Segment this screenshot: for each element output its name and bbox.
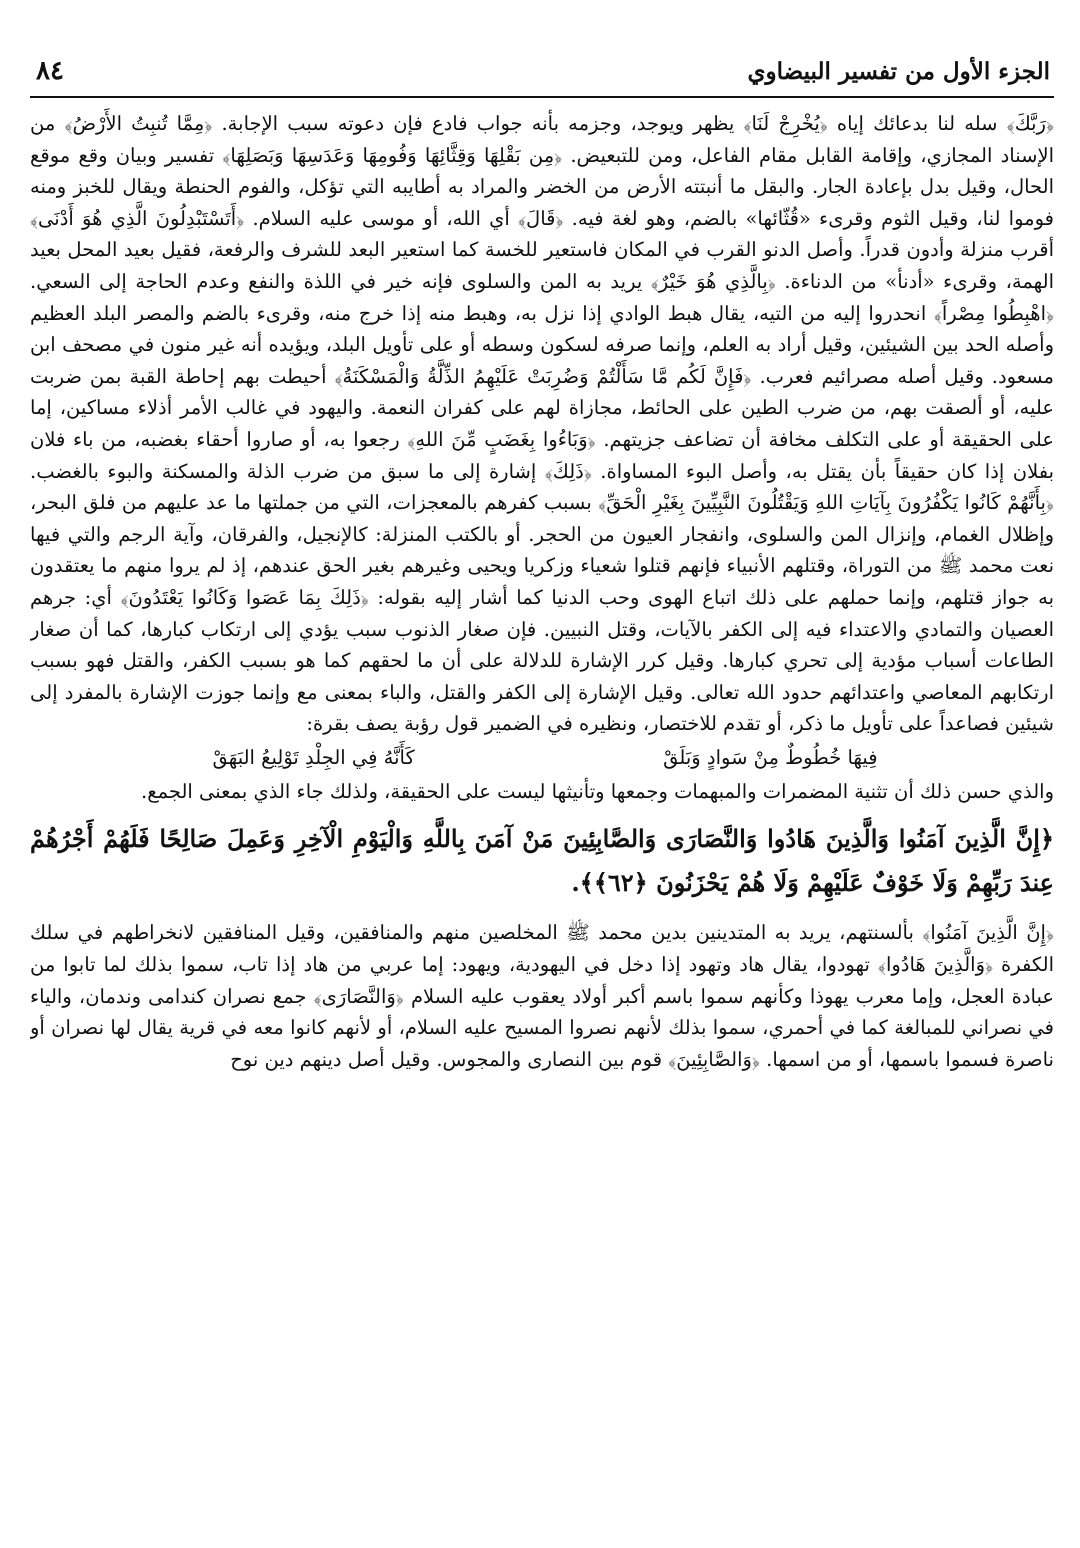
poem-verse (30, 740, 1054, 776)
commentary-paragraph-2: والذي حسن ذلك أن تثنية المضمرات والمبهمات وجمعها وتأنيثها ليست على الحقيقة، ولذلك جاء الذي بمعنى الجمع. (141, 779, 1054, 803)
quran-verse: ﴿إِنَّ الَّذِينَ آمَنُوا وَالَّذِينَ هَادُوا وَالنَّصَارَى وَالصَّابِئِينَ مَنْ آمَنَ بِاللَّهِ وَالْيَوْمِ الْآخِرِ وَعَمِلَ صَالِحًا فَلَهُمْ أَجْرُهُمْ عِندَ رَبِّهِمْ وَلَا خَوْفٌ عَلَيْهِمْ وَلَا هُمْ يَحْزَنُونَ ﴿٦٢﴾﴾. (30, 824, 1054, 898)
page-body (30, 108, 1054, 1528)
poem-hemistich-1: فِيهَا خُطُوطٌ مِنْ سَوادٍ وَبَلَقْ (663, 745, 878, 769)
commentary-paragraph-3: ﴿إِنَّ الَّذِينَ آمَنُوا﴾ بألسنتهم، يريد به المتدينين بدين محمد ﷺ المخلصين منهم والمنافقين، وقيل المنافقين لانخراطهم في سلك الكفرة ﴿وَالَّذِينَ هَادُوا﴾ تهودوا، يقال هاد وتهود إذا دخل في اليهودية، ويهود: إما عربي من هاد إذا تاب، سموا بذلك لما تابوا من عبادة العجل، وإما معرب يهوذا وكأنهم سموا باسم أكبر أولاد يعقوب عليه السلام ﴿وَالنَّصَارَى﴾ جمع نصران كندامى وندمان، والياء في نصراني للمبالغة كما في أحمري، سموا بذلك لأنهم نصروا المسيح عليه السلام، أو لأنهم كانوا معه في قرية يقال لها نصران أو ناصرة فسموا باسمها، أو من اسمها. ﴿وَالصَّابِئِينَ﴾ قوم بين النصارى والمجوس. وقيل أصل دينهم دين نوح (30, 921, 1054, 1071)
commentary-paragraph-1: ﴿رَبَّكَ﴾ سله لنا بدعائك إياه ﴿يُخْرِجْ لَنَا﴾ يظهر ويوجد، وجزمه بأنه جواب فادع فإن دعوته سبب الإجابة. ﴿مِمَّا تُنبِتُ الأَرْضُ﴾ من الإسناد المجازي، وإقامة القابل مقام الفاعل، ومن للتبعيض. ﴿مِن بَقْلِهَا وَقِثَّائِهَا وَفُومِهَا وَعَدَسِهَا وَبَصَلِهَا﴾ تفسير وبيان وقع موقع الحال، وقيل بدل بإعادة الجار. والبقل ما أنبتته الأرض من الخضر والمراد به أطايبه التي تؤكل، والفوم الحنطة ويقال للخبز ومنه فوموا لنا، وقيل الثوم وقرىء «قُثّائها» بالضم، وهو لغة فيه. ﴿قَالَ﴾ أي الله، أو موسى عليه السلام. ﴿أَتَسْتَبْدِلُونَ الَّذِي هُوَ أَدْنَى﴾ أقرب منزلة وأدون قدراً. وأصل الدنو القرب في المكان فاستعير للخسة كما استعير البعد للشرف والرفعة، فقيل بعيد المحل بعيد الهمة، وقرىء «أدنأ» من الدناءة. ﴿بِالَّذِي هُوَ خَيْرٌ﴾ يريد به المن والسلوى فإنه خير في اللذة والنفع وعدم الحاجة إلى السعي. ﴿اهْبِطُوا مِصْراً﴾ انحدروا إليه من التيه، يقال هبط الوادي إذا نزل به، وهبط منه إذا خرج منه، وقرىء بالضم والمصر البلد العظيم وأصله الحد بين الشيئين، وقيل أراد به العلم، وإنما صرفه لسكون وسطه أو على تأويل البلد، ويؤيده أنه غير منون في مصحف ابن مسعود. وقيل أصله مصرائيم فعرب. ﴿فَإِنَّ لَكُم مَّا سَأَلْتُمْ وَضُرِبَتْ عَلَيْهِمُ الذِّلَّةُ وَالْمَسْكَنَةُ﴾ أحيطت بهم إحاطة القبة بمن ضربت عليه، أو ألصقت بهم، من ضرب الطين على الحائط، مجازاة لهم على كفران النعمة. واليهود في غالب الأمر أذلاء مساكين، إما على الحقيقة أو على التكلف مخافة أن تضاعف جزيتهم. ﴿وَبَاءُوا بِغَضَبٍ مِّنَ اللهِ﴾ رجعوا به، أو صاروا أحقاء بغضبه، من باء فلان بفلان إذا كان حقيقاً بأن يقتل به، وأصل البوء المساواة. ﴿ذَلِكَ﴾ إشارة إلى ما سبق من ضرب الذلة والمسكنة والبوء بالغضب. ﴿بِأَنَّهُمْ كَانُوا يَكْفُرُونَ بِآيَاتِ اللهِ وَيَقْتُلُونَ النَّبِيِّينَ بِغَيْرِ الْحَقِّ﴾ بسبب كفرهم بالمعجزات، التي من جملتها ما عد عليهم من فلق البحر، وإظلال الغمام، وإنزال المن والسلوى، وانفجار العيون من الحجر. أو بالكتب المنزلة: كالإنجيل، والفرقان، وآية الرجم والتي فيها نعت محمد ﷺ من التوراة، وقتلهم الأنبياء فإنهم قتلوا شعياء وزكريا ويحيى وغيرهم بغير الحق عندهم، إذ لم يروا منهم ما يعتقدون به جواز قتلهم، وإنما حملهم على ذلك اتباع الهوى وحب الدنيا كما أشار إليه بقوله: ﴿ذَلِكَ بِمَا عَصَوا وَكَانُوا يَعْتَدُونَ﴾ أي: جرهم العصيان والتمادي والاعتداء فيه إلى الكفر بالآيات، وقتل النبيين. فإن صغار الذنوب سبب يؤدي إلى ارتكاب كبارها، كما أن صغار الطاعات أسباب مؤدية إلى تحري كبارها. وقيل كرر الإشارة للدلالة على أن ما لحقهم كما هو بسبب الكفر، والقتل فهو بسبب ارتكابهم المعاصي واعتدائهم حدود الله تعالى. وقيل الإشارة إلى الكفر والقتل، والباء بمعنى مع وإنما جوزت الإشارة بالمفرد إلى شيئين فصاعداً على تأويل ما ذكر، أو تقدم للاختصار، ونظيره في الضمير قول رؤبة يصف بقرة: (30, 112, 1054, 736)
header-title: الجزء الأول من تفسير البيضاوي (747, 58, 1050, 85)
poem-hemistich-2: كَأَنَّهُ فِي الجِلْدِ تَوْلِيعُ البَهَقْ (212, 745, 415, 769)
running-header (30, 52, 1054, 98)
page-number: ٨٤ (36, 56, 64, 86)
